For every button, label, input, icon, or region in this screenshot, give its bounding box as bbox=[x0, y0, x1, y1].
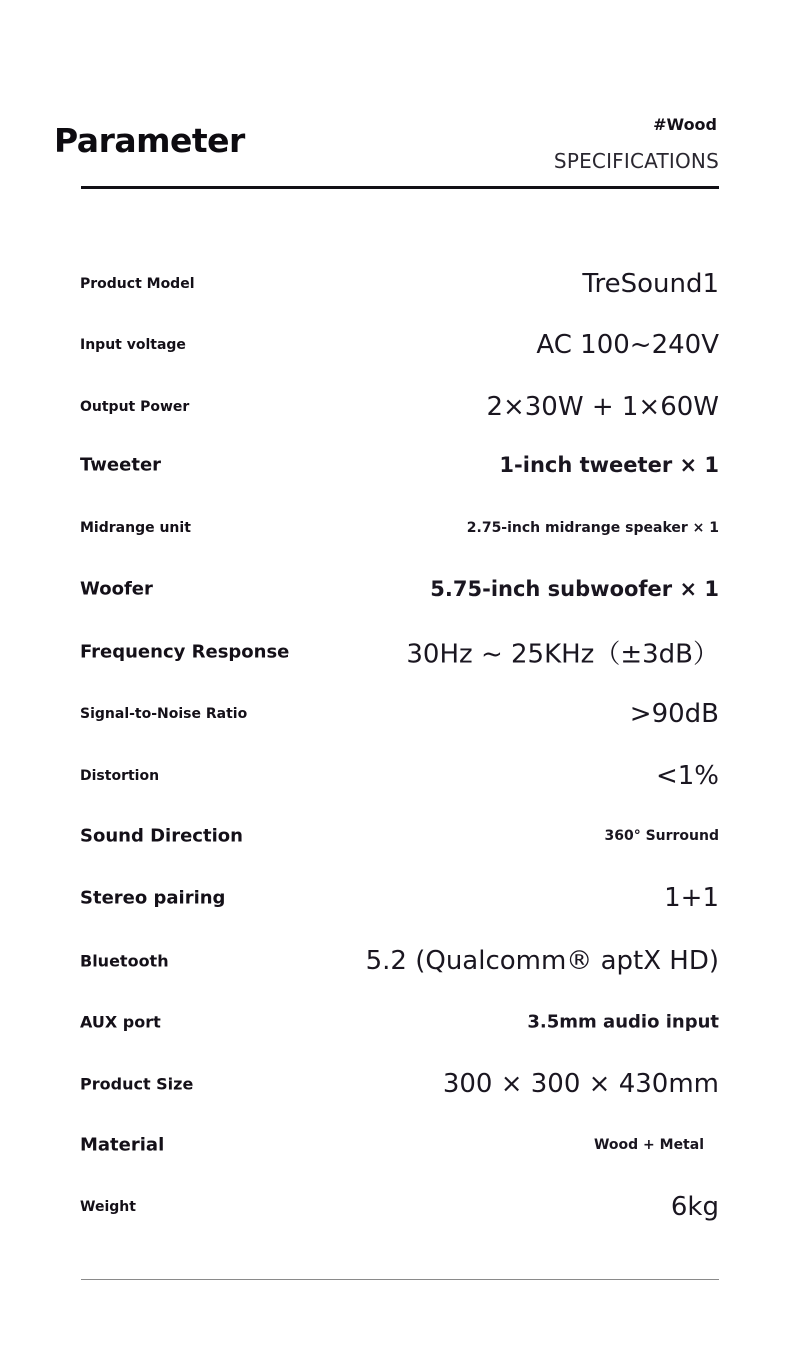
spec-row-material bbox=[80, 1125, 719, 1165]
spec-value: 5.75-inch subwoofer × 1 bbox=[430, 577, 719, 601]
spec-value: 2×30W + 1×60W bbox=[486, 392, 719, 422]
spec-label: Distortion bbox=[80, 768, 160, 784]
spec-label: Stereo pairing bbox=[80, 887, 226, 909]
specifications-subtitle: SPECIFICATIONS bbox=[553, 149, 719, 173]
spec-label: Tweeter bbox=[80, 454, 162, 476]
spec-label: Output Power bbox=[80, 399, 190, 415]
spec-value: 2.75-inch midrange speaker × 1 bbox=[466, 520, 719, 536]
bottom-divider bbox=[81, 1279, 719, 1280]
spec-label: Sound Direction bbox=[80, 825, 243, 847]
spec-label: Bluetooth bbox=[80, 951, 169, 971]
spec-row-tweeter bbox=[80, 445, 719, 485]
spec-label: Midrange unit bbox=[80, 520, 191, 536]
spec-row-aux-port bbox=[80, 1002, 719, 1042]
spec-value: 1-inch tweeter × 1 bbox=[499, 453, 719, 477]
spec-row-product-model bbox=[80, 264, 719, 304]
spec-value: 30Hz ~ 25KHz（±3dB） bbox=[406, 639, 719, 670]
spec-value: <1% bbox=[655, 761, 719, 791]
spec-value: Wood + Metal bbox=[593, 1137, 704, 1153]
spec-value: 360° Surround bbox=[604, 828, 719, 844]
spec-row-stereo-pairing bbox=[80, 878, 719, 918]
spec-value: 1+1 bbox=[664, 883, 719, 913]
spec-value: 5.2 (Qualcomm® aptX HD) bbox=[365, 946, 719, 976]
spec-label: Product Size bbox=[80, 1074, 194, 1094]
spec-row-frequency-response bbox=[80, 632, 719, 672]
spec-label: Signal-to-Noise Ratio bbox=[80, 706, 248, 722]
spec-label: Product Model bbox=[80, 276, 195, 292]
spec-label: Woofer bbox=[80, 578, 153, 600]
top-divider bbox=[81, 186, 719, 189]
spec-label: Weight bbox=[80, 1199, 136, 1215]
spec-row-bluetooth bbox=[80, 941, 719, 981]
spec-row-woofer bbox=[80, 569, 719, 609]
page-title: Parameter bbox=[54, 121, 245, 160]
spec-value: 6kg bbox=[670, 1192, 719, 1222]
spec-value: 3.5mm audio input bbox=[527, 1011, 719, 1033]
spec-row-signal-to-noise bbox=[80, 694, 719, 734]
spec-row-product-size bbox=[80, 1064, 719, 1104]
spec-label: Frequency Response bbox=[80, 641, 290, 663]
spec-label: Material bbox=[80, 1134, 165, 1156]
spec-row-weight bbox=[80, 1187, 719, 1227]
spec-row-midrange-unit bbox=[80, 508, 719, 548]
spec-row-distortion bbox=[80, 756, 719, 796]
spec-value: >90dB bbox=[629, 699, 719, 729]
spec-value: AC 100~240V bbox=[536, 330, 719, 360]
spec-row-sound-direction bbox=[80, 816, 719, 856]
spec-row-input-voltage bbox=[80, 325, 719, 365]
spec-value: TreSound1 bbox=[582, 269, 719, 299]
spec-row-output-power bbox=[80, 387, 719, 427]
spec-label: Input voltage bbox=[80, 337, 186, 353]
spec-value: 300 × 300 × 430mm bbox=[442, 1069, 719, 1099]
wood-tag: #Wood bbox=[653, 115, 717, 134]
spec-label: AUX port bbox=[80, 1012, 161, 1032]
